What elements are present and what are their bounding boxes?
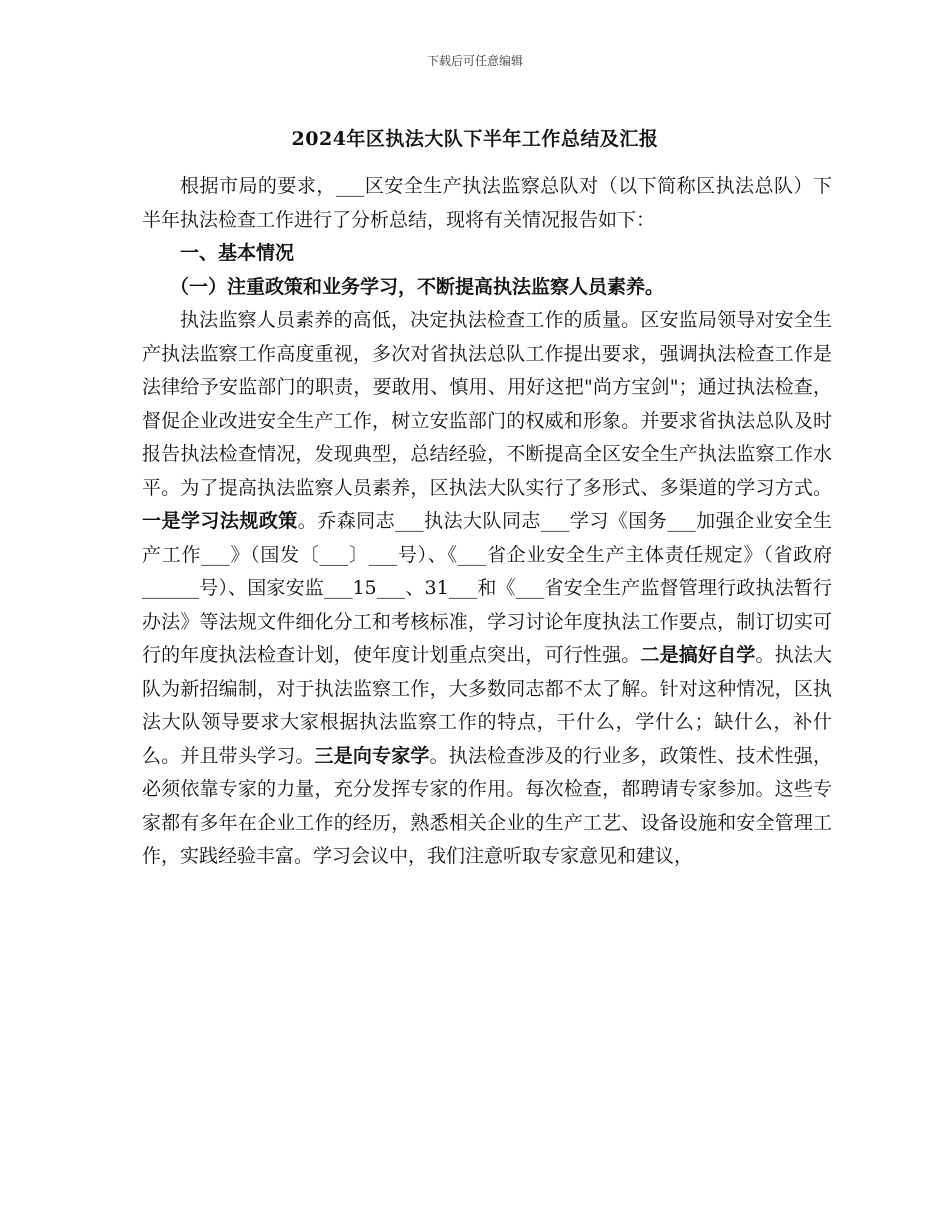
emphasis-self-study: 二是搞好自学 bbox=[640, 644, 756, 666]
document-title: 2024年区执法大队下半年工作总结及汇报 bbox=[291, 128, 659, 150]
paragraph-text: 执法监察人员素养的高低，决定执法检查工作的质量。区安监局领导对安全生产执法监察工作高度重视，多次对省执法总队工作提出要求，强调执法检查工作是法律给予安监部门的职责，要敢用、慎用、用好这把"尚方宝剑"；通过执法检查，督促企业改进安全生产工作，树立安监部门的权威和形象。并要求省执法总队及时报告执法检查情况，发现典型，总结经验，不断提高全区安全生产执法监察工作水平。为了提高执法监察人员素养，区执法大队实行了多形式、多渠道的学习方式。 bbox=[142, 309, 832, 499]
body-paragraph bbox=[142, 304, 832, 874]
section-heading-basic-situation: 一、基本情况 bbox=[180, 242, 295, 264]
document-body bbox=[142, 170, 832, 874]
page-header-note: 下载后可任意编辑 bbox=[426, 54, 523, 68]
paragraph-text: 。执法检查涉及的行业多，政策性、技术性强，必须依靠专家的力量，充分发挥专家的作用。每次检查，都聘请专家参加。这些专家都有多年在企业工作的经历，熟悉相关企业的生产工艺、设备设施和安全管理工作，实践经验丰富。学习会议中，我们注意听取专家意见和建议， bbox=[142, 744, 832, 867]
emphasis-learn-from-experts: 三是向专家学 bbox=[314, 744, 430, 767]
paragraph-text: 。执法大队为新招编制，对于执法监察工作，大多数同志都不太了解。针对这种情况，区执法大队领导要求大家根据执法监察工作的特点，干什么，学什么；缺什么，补什么。并且带头学习。 bbox=[142, 644, 832, 767]
subsection-heading-policy-study: （一）注重政策和业务学习，不断提高执法监察人员素养。 bbox=[170, 275, 665, 298]
paragraph-text: 。乔森同志___执法大队同志___学习《国务___加强企业安全生产工作___》（国发〔___〕___号）、《___省企业安全生产主体责任规定》（省政府______号）、国家安监___15___、31___和《___省安全生产监督管理行政执法暂行办法》等法规文件细化分工和考核标准，学习讨论年度执法工作要点，制订切实可行的年度执法检查计划，使年度计划重点突出，可行性强。 bbox=[142, 510, 832, 666]
emphasis-study-regulations: 一是学习法规政策 bbox=[142, 510, 298, 532]
intro-paragraph: 根据市局的要求，___区安全生产执法监察总队对（以下简称区执法总队）下半年执法检查工作进行了分析总结，现将有关情况报告如下： bbox=[142, 175, 832, 231]
